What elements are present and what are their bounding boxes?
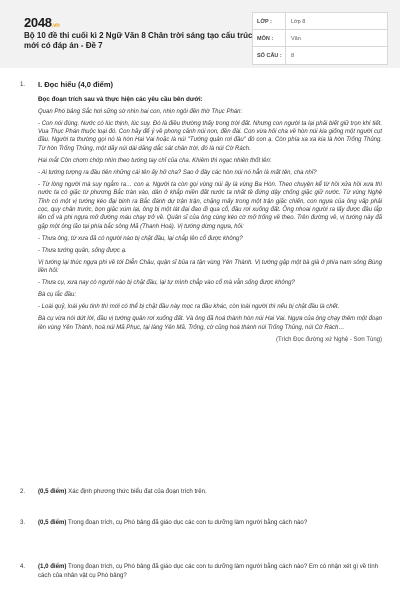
question-points: (0,5 điểm) [38,519,67,526]
meta-key: LỚP : [253,13,286,29]
section-title: I. Đọc hiểu (4,0 điểm) [38,80,114,89]
meta-row-subject [253,30,387,47]
meta-key: SỐ CÂU : [253,47,286,64]
reading-passage [38,108,382,332]
logo-main: 2048 [24,15,52,30]
passage-paragraph: - Từ lòng người mà suy ngẫm ra… con ạ. Người ta còn gọi vùng núi ấy là vùng Ba Hòn. Theo chuyện kể từ hồi xửa hồi xưa thì nước ta có giặc từ phương Bắc tràn vào, dân ở khắp miền đất nước ta nhất tề đứng dậy chống giặc giữ nước. Từ vùng Nghệ Tĩnh có một vị tướng kéo đại binh ra Bắc đánh dự trận trận, chặng mấy trong một trận giặc chiến, con ngựa của ông vấp phải cọc, quy chân trước, bọn giặc xúm lại, ông bị một lát đại đao đi qua cổ, đầu rơi xuống đất. Ông nhoai người ra lấy được đầu lắp lên cổ và phi ngựa mở đường máu chạy trở về. Quân sĩ của ông cùng kéo cờ mở trống về theo. Trên đường về, vị tướng này đã gặp một ông lão tại phía bắc sông Mã (Thanh Hoá). Vị tướng dừng ngựa, hỏi: [38,181,382,230]
passage-paragraph: Bà cụ lắc đầu: [38,292,77,299]
passage-source: (Trích Đọc đường xứ Nghệ - Sơn Tùng) [276,337,382,344]
meta-value: Lớp 8 [291,19,306,25]
question-text: Xác định phương thức biểu đạt của đoạn trích trên. [66,488,207,495]
meta-key: MÔN : [253,30,286,46]
question-3 [20,518,382,527]
question-text: Trong đoạn trích, cụ Phó bảng đã giáo dục các con tu dưỡng làm người bằng cách nào? Em có nhận xét gì về tính cách của nhân vật cụ Phó bảng? [38,563,379,579]
question-number: 4. [20,563,26,570]
question-body [38,562,382,580]
question-4 [20,562,382,580]
question-points: (1,0 điểm) [38,563,67,570]
question-2 [20,487,382,496]
reading-instruction: Đọc đoạn trích sau và thực hiện các yêu cầu bên dưới: [38,96,203,103]
site-logo[interactable] [24,15,60,30]
question-number: 1. [20,81,26,88]
logo-suffix: .vn [51,23,60,29]
question-body [38,518,382,527]
meta-row-class [253,13,387,30]
question-1 [20,80,382,345]
passage-paragraph: Quan Phó bảng Sắc hơi sững sờ nhìn hai con, nhìn ngôi đền thờ Thục Phán: [38,108,243,115]
question-number: 3. [20,519,26,526]
passage-paragraph: - Ai tướng tượng ra đầu tiên những cái tên ấy hở cha? Sao ở đây các hòn núi nó hẳn là mất tên, cha nhỉ? [38,169,317,176]
question-number: 2. [20,488,26,495]
passage-paragraph: - Thưa ông, từ xưa đã có người nào bị chặt đầu, lại chắp lên cổ được không? [38,235,243,242]
passage-paragraph: Vị tướng lại thúc ngựa phi về tới Diễn Châu, quận sĩ bủa ra tận vùng Yên Thành. Vị tướng gặp một bà già ở phía nam sông Bùng liền hỏi: [38,259,382,275]
meta-value: 8 [291,53,295,59]
question-body [38,487,382,496]
question-body [38,80,382,345]
question-text: Trong đoạn trích, cụ Phó bảng đã giáo dục các con tu dưỡng làm người bằng cách nào? [66,519,308,526]
passage-paragraph: - Loài quỷ, loài yêu tinh thì mới có thể bị chặt đầu này mọc ra đầu khác, còn loài người thì nếu bị chặt đầu là chết. [38,304,340,311]
passage-paragraph: Hai mắt Côn chơm chớp nhìn theo tướng tay chỉ của cha. Khiêm thì ngạc nhiên thốt lên: [38,157,272,164]
meta-value: Văn [291,36,301,42]
page-header [0,0,400,68]
question-points: (0,5 điểm) [38,488,67,495]
passage-paragraph: - Thưa tướng quân, sống được ạ. [38,247,127,254]
passage-paragraph: - Thưa cụ, xưa nay có người nào bị chặt đầu, lại tự mình chắp vào cổ mà vẫn sống được không? [38,280,295,287]
document-title: Bộ 10 đề thi cuối kì 2 Ngữ Văn 8 Chân trời sáng tạo cấu trúc mới có đáp án - Đề 7 [24,31,253,50]
passage-paragraph: Bà cụ vừa nói dứt lời, đầu vị tướng quân rơi xuống đất. Và ông đã hoá thành hòn núi Hai Vai. Ngựa của ông chạy thêm một đoạn lên vùng Yên Thành, hoá núi Mã Phục, tại làng Yên Mã. Trống, cờ cũng hoá thành núi Trống Thủng, núi Cờ Rách… [38,316,382,331]
meta-row-count [253,47,387,64]
meta-table [252,12,388,65]
passage-paragraph: - Con nói đúng. Nước có lúc thịnh, lúc suy. Đó là điều thường thấy trong trời đất. Nhưng con người ta lại phải biết giữ trọn khí tiết. Vua Thục Phán thuộc loại đó. Con hãy để ý về phong cảnh núi non, đền đài. Con vừa hỏi cha về hòn núi kia giống một người cụt đầu. Người ta thường gọi nó là hòn Hai Vai hoặc là núi "Tướng quân rơi đầu" đó con ạ. Còn phía xa xa kia là hòn Trống Thủng. Từ hòn Trống Thủng, một dãy núi dài dăng dắc sát chân trời, đó là núi Cờ Rách. [38,120,382,152]
